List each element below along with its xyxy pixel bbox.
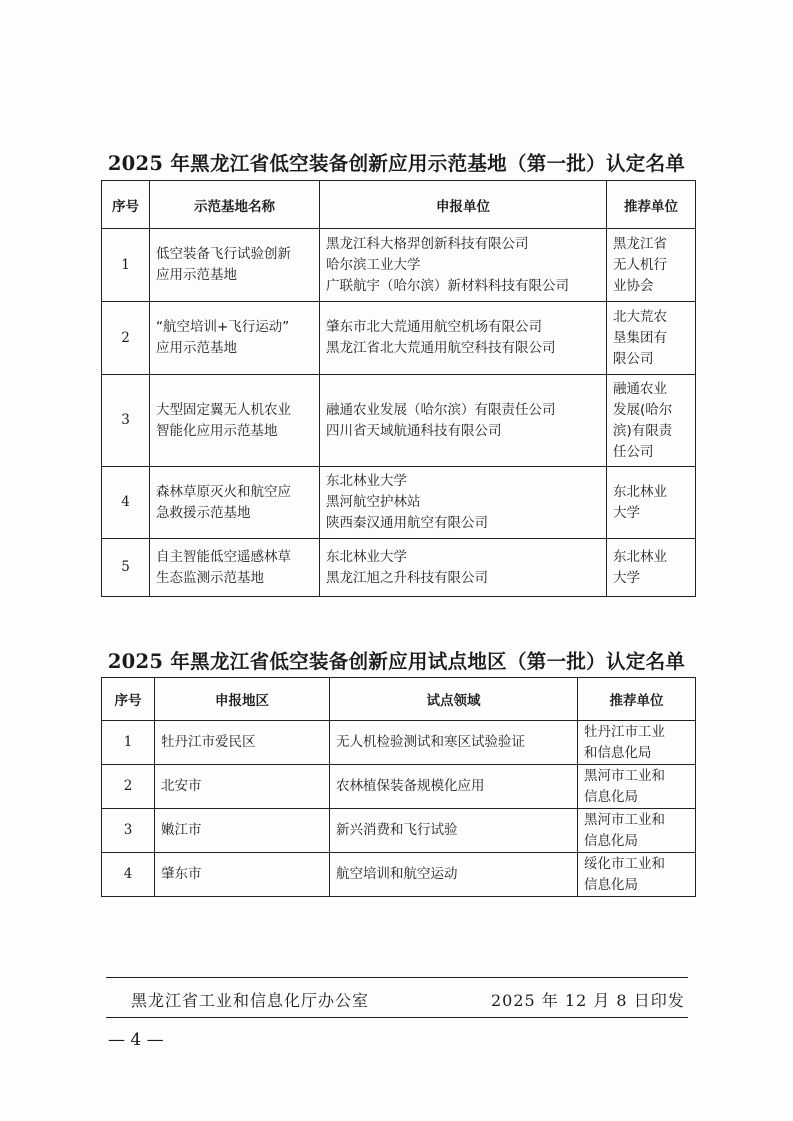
page-number: — 4 —	[108, 1030, 164, 1050]
demo-base-table	[101, 180, 696, 597]
row-no: 4	[102, 853, 155, 897]
recommender: 黑河市工业和 信息化局	[578, 765, 696, 809]
recommender: 东北林业 大学	[607, 539, 696, 597]
table2-title: 2025 年黑龙江省低空装备创新应用试点地区（第一批）认定名单	[107, 650, 686, 673]
row-no: 2	[102, 302, 150, 375]
table-row	[102, 721, 696, 765]
pilot-region-table	[101, 677, 696, 897]
row-no: 2	[102, 765, 155, 809]
recommender: 融通农业 发展(哈尔 滨)有限责 任公司	[607, 375, 696, 467]
recommender: 黑龙江省 无人机行 业协会	[607, 229, 696, 302]
applicants: 融通农业发展（哈尔滨）有限责任公司 四川省天域航通科技有限公司	[320, 375, 607, 467]
table-row	[102, 229, 696, 302]
table-row	[102, 302, 696, 375]
table-header-row	[102, 678, 696, 721]
applicants: 肇东市北大荒通用航空机场有限公司 黑龙江省北大荒通用航空科技有限公司	[320, 302, 607, 375]
issuing-office: 黑龙江省工业和信息化厅办公室	[131, 991, 370, 1010]
header-recommender: 推荐单位	[607, 181, 696, 229]
pilot-field: 航空培训和航空运动	[330, 853, 578, 897]
row-no: 3	[102, 809, 155, 853]
header-field: 试点领域	[330, 678, 578, 721]
base-name: “航空培训+飞行运动” 应用示范基地	[150, 302, 320, 375]
table-row	[102, 809, 696, 853]
base-name: 森林草原灭火和航空应 急救援示范基地	[150, 467, 320, 539]
recommender: 绥化市工业和 信息化局	[578, 853, 696, 897]
pilot-field: 农林植保装备规模化应用	[330, 765, 578, 809]
recommender: 东北林业 大学	[607, 467, 696, 539]
table-row	[102, 539, 696, 597]
header-recommender: 推荐单位	[578, 678, 696, 721]
table-row	[102, 467, 696, 539]
table1-title: 2025 年黑龙江省低空装备创新应用示范基地（第一批）认定名单	[107, 152, 686, 175]
header-applicant: 申报单位	[320, 181, 607, 229]
applicants: 东北林业大学 黑河航空护林站 陕西秦汉通用航空有限公司	[320, 467, 607, 539]
row-no: 1	[102, 721, 155, 765]
region: 嫩江市	[155, 809, 330, 853]
table-row	[102, 853, 696, 897]
region: 北安市	[155, 765, 330, 809]
recommender: 北大荒农 垦集团有 限公司	[607, 302, 696, 375]
region: 牡丹江市爱民区	[155, 721, 330, 765]
base-name: 大型固定翼无人机农业 智能化应用示范基地	[150, 375, 320, 467]
issue-date: 2025 年 12 月 8 日印发	[491, 991, 685, 1010]
header-region: 申报地区	[155, 678, 330, 721]
pilot-field: 新兴消费和飞行试验	[330, 809, 578, 853]
applicants: 东北林业大学 黑龙江旭之升科技有限公司	[320, 539, 607, 597]
footer-rule-top	[106, 977, 688, 978]
row-no: 3	[102, 375, 150, 467]
header-no: 序号	[102, 181, 150, 229]
header-base-name: 示范基地名称	[150, 181, 320, 229]
base-name: 低空装备飞行试验创新 应用示范基地	[150, 229, 320, 302]
recommender: 牡丹江市工业 和信息化局	[578, 721, 696, 765]
header-no: 序号	[102, 678, 155, 721]
footer-rule-bottom	[106, 1017, 688, 1018]
applicants: 黑龙江科大格羿创新科技有限公司 哈尔滨工业大学 广联航宇（哈尔滨）新材料科技有限公司	[320, 229, 607, 302]
base-name: 自主智能低空遥感林草 生态监测示范基地	[150, 539, 320, 597]
row-no: 1	[102, 229, 150, 302]
table-row	[102, 765, 696, 809]
row-no: 5	[102, 539, 150, 597]
pilot-field: 无人机检验测试和寒区试验验证	[330, 721, 578, 765]
region: 肇东市	[155, 853, 330, 897]
row-no: 4	[102, 467, 150, 539]
table-header-row	[102, 181, 696, 229]
table-row	[102, 375, 696, 467]
recommender: 黑河市工业和 信息化局	[578, 809, 696, 853]
